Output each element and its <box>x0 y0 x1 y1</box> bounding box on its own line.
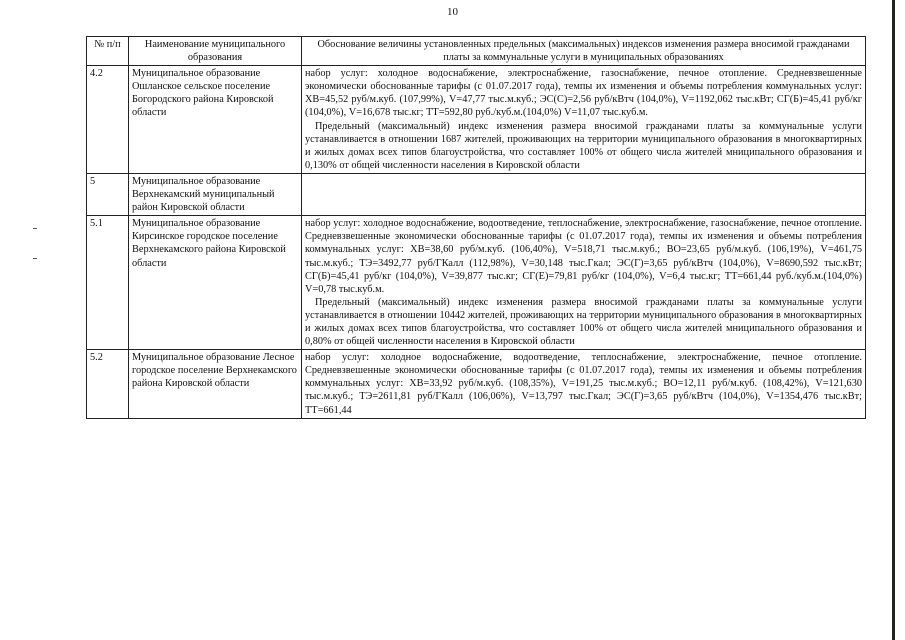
municipality-name: Муниципальное образование Лесное городское поселение Верхнекамского района Кировской области <box>129 350 302 418</box>
scan-mark <box>33 258 37 259</box>
services-paragraph: набор услуг: холодное водоснабжение, электроснабжение, газоснабжение, печное отопление. Средневзвешенные экономически обоснованные тарифы (с 01.07.2017 года), темпы их изменения и объемы потребления коммунальных услуг: ХВ=45,52 руб/м.куб. (107,99%), V=47,77 тыс.м.куб.; ЭС(С)=2,56 руб/кВтч (104,0%), V=1192,062 тыс.кВт; СГ(Б)=45,41 руб/кг (104,0%), V=16,678 тыс.кг; ТТ=592,80 руб./куб.м.(104,0%) V=11,07 тыс.куб.м. <box>305 68 862 119</box>
scan-mark <box>33 228 37 229</box>
row-description <box>302 66 866 174</box>
page-number: 10 <box>447 6 458 18</box>
row-number: 4.2 <box>87 66 129 174</box>
header-description: Обоснование величины установленных предельных (максимальных) индексов изменения размера вносимой гражданами платы за коммунальные услуги в муниципальных образованиях <box>302 37 866 66</box>
table-row <box>87 350 866 418</box>
tariff-table <box>86 36 866 419</box>
index-paragraph: Предельный (максимальный) индекс изменения размера вносимой гражданами платы за коммунальные услуги устанавливается в отношении 10442 жителей, проживающих на территории муниципального образования в многоквартирных и жилых домах всех типов благоустройства, что составляет 100% от общего числа жителей мниципального образования и 0,80% от общей численности населения в Кировской области <box>305 296 862 348</box>
header-number: № п/п <box>87 37 129 66</box>
table-row <box>87 216 866 350</box>
table-header-row <box>87 37 866 66</box>
services-paragraph: набор услуг: холодное водоснабжение, водоотведение, теплоснабжение, электроснабжение, газоснабжение, печное отопление. Средневзвешенные экономически обоснованные тарифы (с 01.07.2017 года), темпы их изменения и объемы потребления коммунальных услуг: ХВ=38,60 руб/м.куб. (106,40%), V=518,71 тыс.м.куб.; ВО=23,65 руб/м.куб. (106,19%), V=461,75 тыс.м.куб.; ТЭ=3492,77 руб/ГКалл (112,98%), V=30,148 тыс.Гкал; ЭС(Г)=3,65 руб/кВтч (104,0%), V=8690,592 тыс.кВт; СГ(Б)=45,41 руб/кг (104,0%), V=39,877 тыс.кг; СГ(Е)=79,81 руб/кг (104,0%), V=6,4 тыс.кг; ТТ=661,44 руб./куб.м.(104,0%) V=0,78 тыс.куб.м. <box>305 218 862 295</box>
row-number: 5.2 <box>87 350 129 418</box>
table-row-section <box>87 173 866 215</box>
municipality-name: Муниципальное образование Верхнекамский муниципальный район Кировской области <box>129 173 302 215</box>
index-paragraph: Предельный (максимальный) индекс изменения размера вносимой гражданами платы за коммунальные услуги устанавливается в отношении 1687 жителей, проживающих на территории муниципального образования в многоквартирных и жилых домах всех типов благоустройства, что составляет 100% от общего числа жителей мниципального образования и 0,130% от общей численности населения в Кировской области <box>305 120 862 171</box>
table-row <box>87 66 866 174</box>
row-description <box>302 216 866 350</box>
header-name: Наименование муниципального образования <box>129 37 302 66</box>
row-number: 5 <box>87 173 129 215</box>
row-description <box>302 173 866 215</box>
row-number: 5.1 <box>87 216 129 350</box>
municipality-name: Муниципальное образование Кирсинское городское поселение Верхнекамского района Кировской области <box>129 216 302 350</box>
page-edge-rule <box>892 0 895 640</box>
municipality-name: Муниципальное образование Ошланское сельское поселение Богородского района Кировской области <box>129 66 302 174</box>
row-description <box>302 350 866 418</box>
services-paragraph: набор услуг: холодное водоснабжение, водоотведение, теплоснабжение, электроснабжение, печное отопление. Средневзвешенные экономически обоснованные тарифы (с 01.07.2017 года), темпы их изменения и объемы потребления коммунальных услуг: ХВ=33,92 руб/м.куб. (108,35%), V=191,25 тыс.м.куб.; ВО=12,11 руб/м.куб. (108,42%), V=121,630 тыс.м.куб.; ТЭ=2611,81 руб/ГКалл (106,06%), V=13,797 тыс.Гкал; ЭС(Г)=3,65 руб/кВтч (104,0%), V=1354,476 тыс.кВт; ТТ=661,44 <box>305 352 862 416</box>
